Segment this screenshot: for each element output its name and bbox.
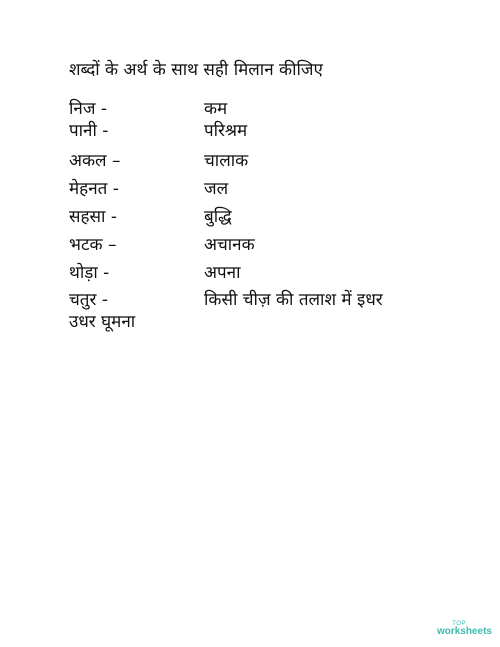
word: सहसा - xyxy=(69,207,117,227)
match-row xyxy=(69,149,489,177)
match-row xyxy=(69,261,489,289)
word: निज - xyxy=(69,99,107,119)
word: मेहनत - xyxy=(69,179,119,199)
word: भटक – xyxy=(69,235,117,255)
meaning: बुद्धि xyxy=(204,207,232,227)
match-row xyxy=(69,233,489,261)
meaning: चालाक xyxy=(204,151,249,171)
meaning: किसी चीज़ की तलाश में इधर xyxy=(204,290,383,310)
meaning: परिश्रम xyxy=(204,121,248,141)
match-row xyxy=(69,119,489,149)
match-row xyxy=(69,289,489,333)
meaning-continuation: उधर घूमना xyxy=(69,312,136,332)
word: चतुर - xyxy=(69,290,108,310)
logo-top-text: TOP xyxy=(452,621,466,627)
match-row xyxy=(69,97,489,119)
meaning: कम xyxy=(204,99,228,119)
logo-main-text: worksheets xyxy=(436,626,492,637)
top-worksheets-logo xyxy=(437,621,492,637)
match-row xyxy=(69,205,489,233)
word: पानी - xyxy=(69,121,109,141)
word: थोड़ा - xyxy=(69,263,110,283)
match-row xyxy=(69,177,489,205)
meaning: जल xyxy=(204,179,229,199)
worksheet-title: शब्दों के अर्थ के साथ सही मिलान कीजिए xyxy=(69,60,323,80)
match-list xyxy=(69,97,489,333)
word: अकल – xyxy=(69,151,121,171)
meaning: अपना xyxy=(204,263,241,283)
meaning: अचानक xyxy=(204,235,255,255)
